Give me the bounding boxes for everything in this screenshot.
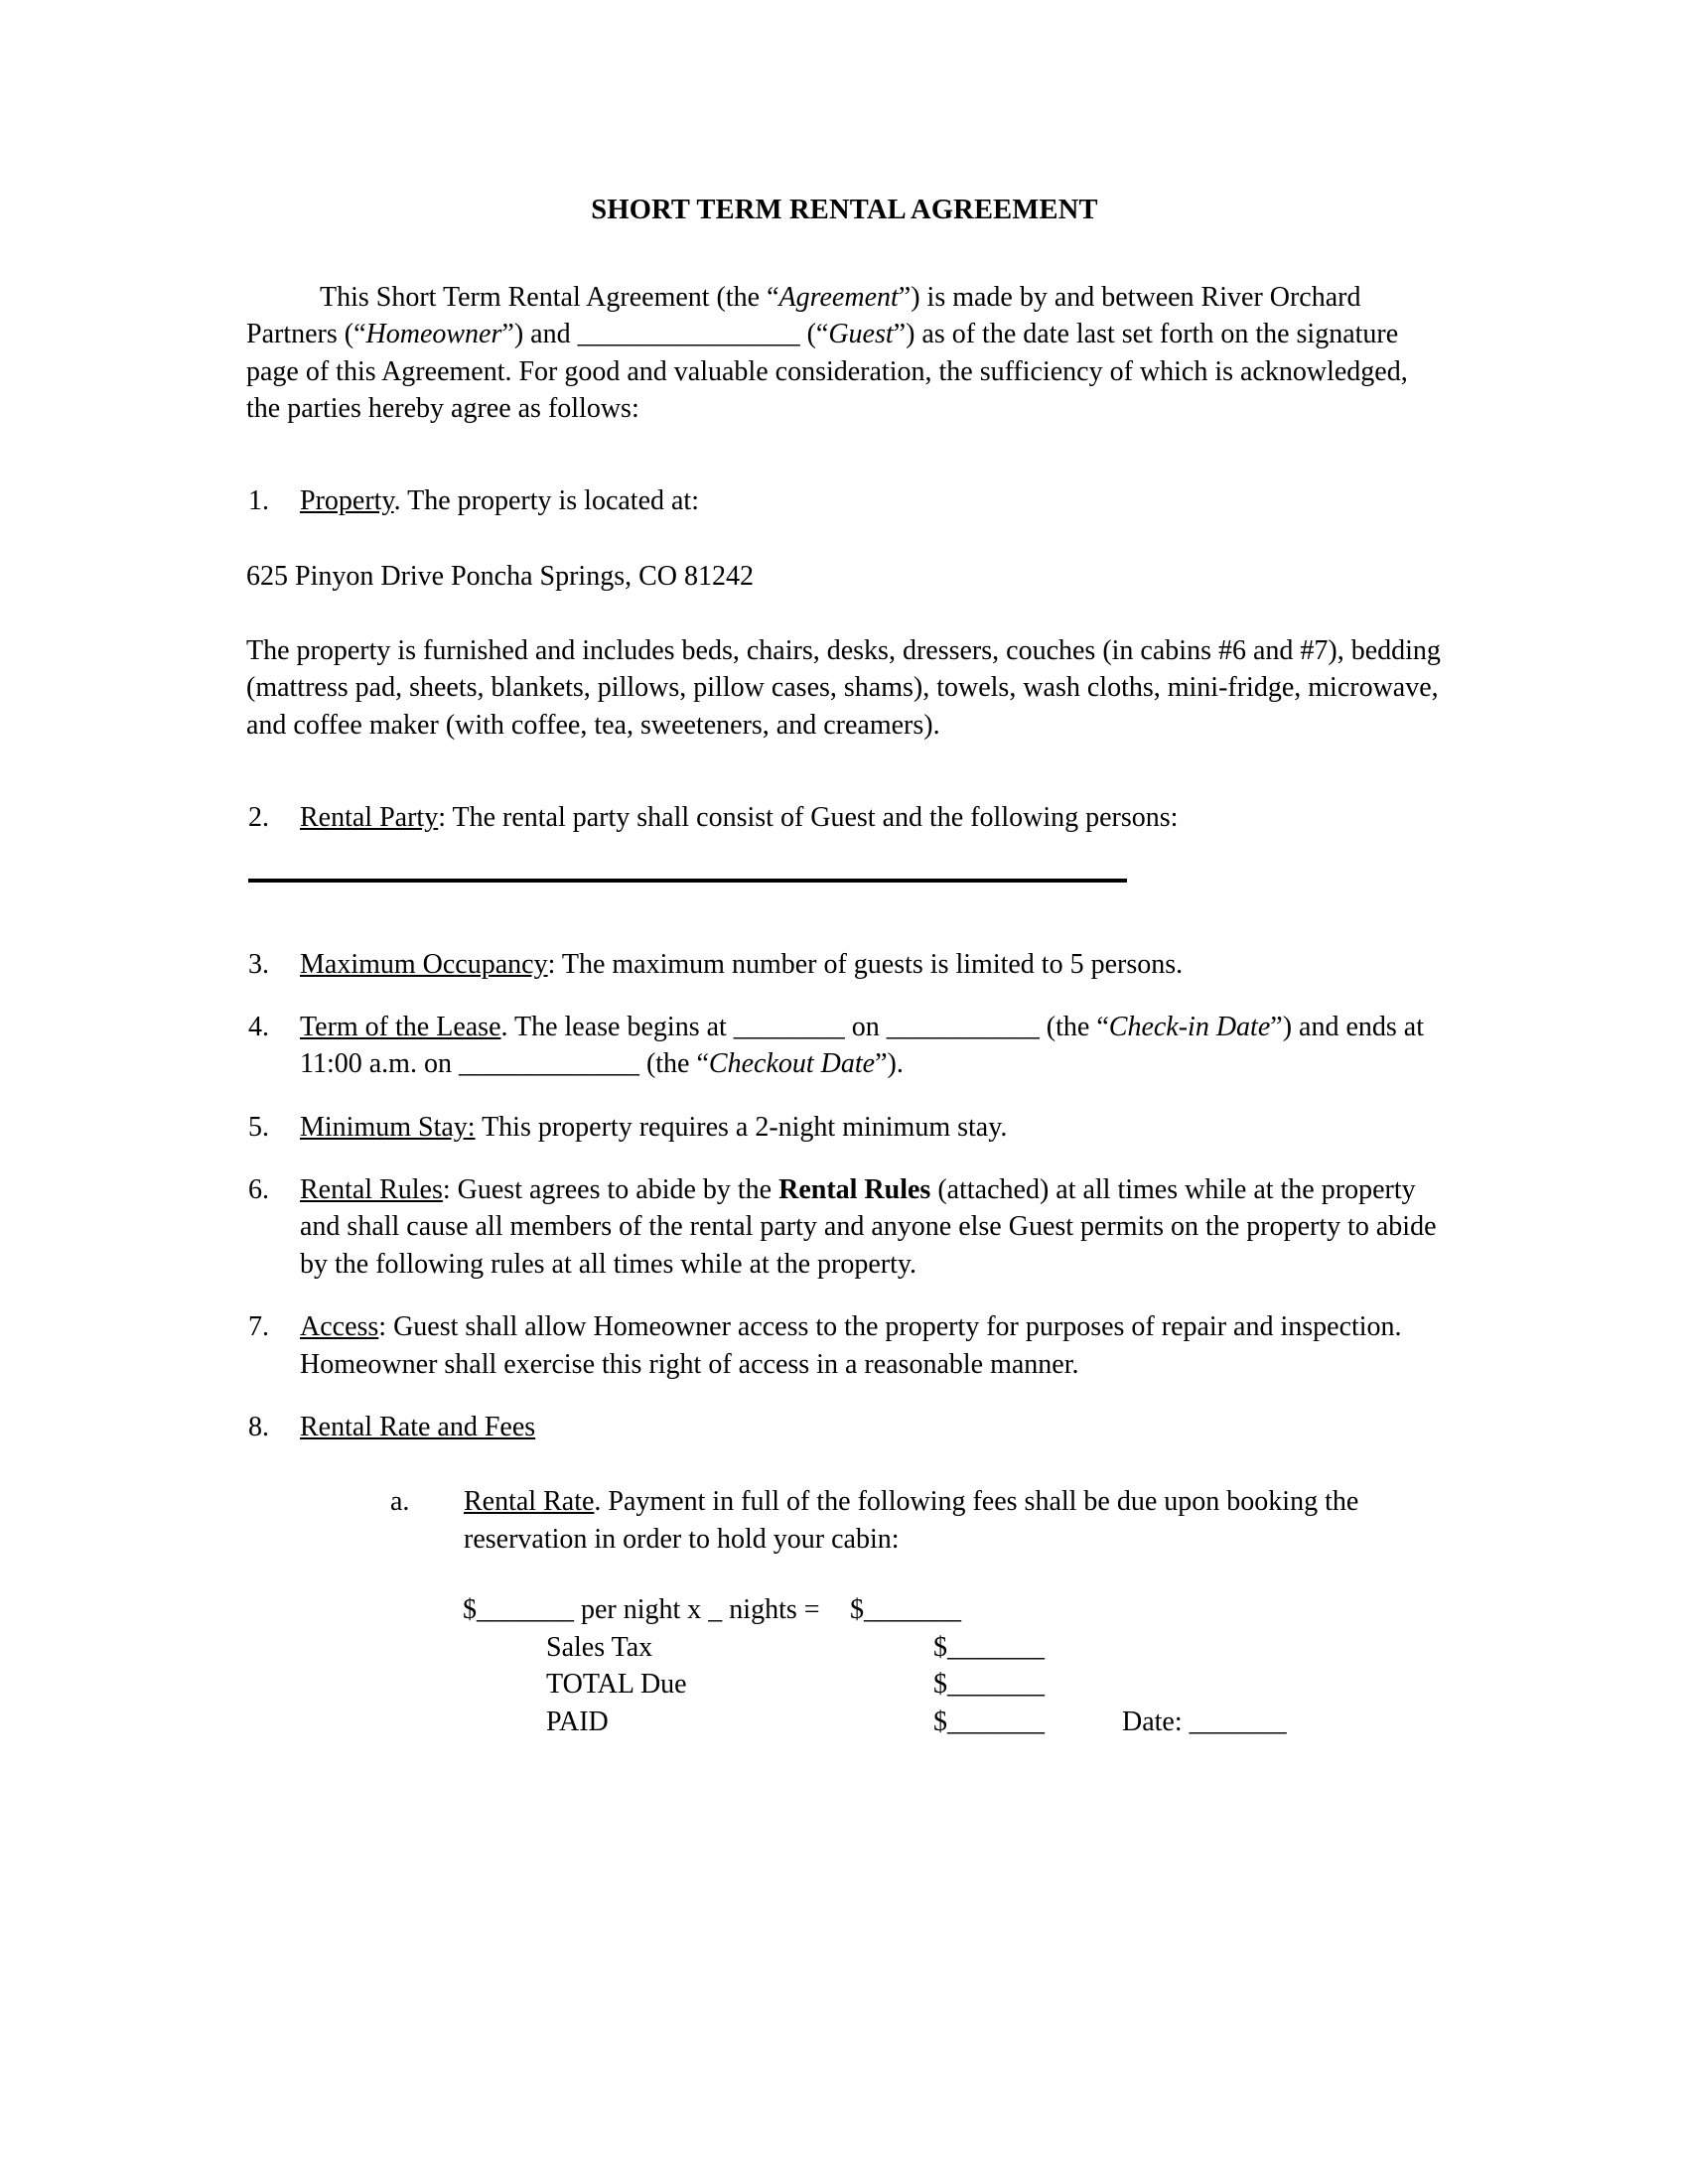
rental-rules-part1: : Guest agrees to abide by the	[442, 1174, 779, 1206]
section-marker-5: 5.	[248, 1111, 269, 1143]
term-of-lease-part3: ”).	[875, 1048, 904, 1080]
section-access	[246, 1308, 1443, 1383]
rental-rules-bold-term: Rental Rules	[778, 1174, 931, 1206]
intro-part1: This Short Term Rental Agreement (the “	[320, 281, 779, 313]
intro-part4: ”) as of the date last set forth on the signature page of this Agreement. For good and valuable consideration, the sufficiency of which is acknowledged, the parties hereby agree as follows:	[246, 319, 1408, 424]
term-homeowner: Homeowner	[365, 319, 502, 350]
section-text-access: : Guest shall allow Homeowner access to the property for purposes of repair and inspection. Homeowner shall exercise this right of access in a reasonable manner.	[300, 1311, 1402, 1380]
spacer	[246, 520, 1443, 558]
document-content	[246, 0, 1443, 1740]
rental-rules-part2: (attached) at all times while at the property and shall cause all members of the rental party and anyone else Guest permits on the property to abide by the following rules at all times while at the property.	[300, 1174, 1437, 1280]
property-furnishings: The property is furnished and includes beds, chairs, desks, dressers, couches (in cabins #6 and #7), bedding (mattress pad, sheets, blankets, pillows, pillow cases, shams), towels, wash cloths, mini-fridge, microwave, and coffee maker (with coffee, tea, sweeteners, and creamers).	[246, 635, 1441, 741]
spacer	[246, 595, 1443, 632]
section-rental-rate-and-fees	[246, 1409, 1443, 1445]
spacer	[246, 1083, 1443, 1109]
section-maximum-occupancy	[246, 946, 1443, 983]
section-property	[246, 482, 1443, 519]
section-heading-rental-rate-and-fees: Rental Rate and Fees	[300, 1411, 536, 1442]
intro-paragraph	[246, 227, 1443, 428]
spacer	[246, 983, 1443, 1009]
fee-label: Sales Tax	[546, 1631, 653, 1663]
section-heading-property: Property	[300, 485, 394, 517]
section-rental-party	[246, 799, 1443, 836]
section-term-of-lease	[246, 1009, 1443, 1083]
fee-amount[interactable]: $_______	[850, 1594, 961, 1626]
intro-part2: ”) is made by and between River Orchard Partners (“	[246, 281, 1361, 350]
fee-amount[interactable]: $_______	[933, 1669, 1045, 1701]
spacer	[246, 1445, 1443, 1483]
term-checkout-date: Checkout Date	[708, 1048, 876, 1080]
spacer	[246, 1146, 1443, 1171]
term-agreement: Agreement	[778, 281, 899, 313]
fee-label: $_______ per night x _ nights =	[463, 1594, 820, 1626]
section-marker-8: 8.	[248, 1411, 269, 1442]
term-of-lease-part1: . The lease begins at ________ on ___________ (the “	[500, 1011, 1109, 1042]
section-rental-rules	[246, 1171, 1443, 1283]
fee-table	[463, 1591, 1443, 1740]
spacer	[246, 744, 1443, 799]
fee-date[interactable]: Date: _______	[1122, 1706, 1287, 1737]
section-text-minimum-stay: This property requires a 2-night minimum stay.	[475, 1111, 1008, 1143]
fee-label: TOTAL Due	[546, 1669, 687, 1701]
section-marker-2: 2.	[248, 802, 269, 834]
subsection-heading-rental-rate: Rental Rate	[464, 1486, 595, 1518]
subsection-text-rental-rate: . Payment in full of the following fees shall be due upon booking the reservation in order to hold your cabin:	[464, 1486, 1359, 1555]
subsection-rental-rate	[390, 1483, 1443, 1558]
fee-label: PAID	[546, 1706, 609, 1737]
intro-part3: ”) and ________________ (“	[501, 319, 829, 350]
fee-row	[463, 1704, 1443, 1741]
term-of-lease-part2: ”) and ends at 11:00 a.m. on _____________ (the “	[300, 1011, 1424, 1080]
section-text-property: . The property is located at:	[393, 485, 699, 517]
fee-amount[interactable]: $_______	[933, 1706, 1045, 1737]
section-marker-4: 4.	[248, 1011, 269, 1042]
fee-row	[463, 1666, 1443, 1704]
fee-row	[463, 1629, 1443, 1667]
spacer	[246, 890, 1443, 946]
section-heading-rental-rules: Rental Rules	[300, 1174, 443, 1206]
section-heading-term-of-lease: Term of the Lease	[300, 1011, 501, 1042]
section-marker-3: 3.	[248, 948, 269, 980]
section-marker-6: 6.	[248, 1174, 269, 1206]
fee-amount[interactable]: $_______	[933, 1631, 1045, 1663]
rental-party-blank-line[interactable]	[248, 879, 1127, 883]
section-marker-1: 1.	[248, 485, 269, 517]
section-text-rental-party: : The rental party shall consist of Guest and the following persons:	[438, 802, 1179, 834]
section-heading-rental-party: Rental Party	[300, 802, 439, 834]
term-guest: Guest	[828, 319, 894, 350]
fee-row	[463, 1591, 1443, 1629]
property-address: 625 Pinyon Drive Poncha Springs, CO 81242	[246, 560, 754, 592]
spacer	[246, 1283, 1443, 1308]
section-heading-maximum-occupancy: Maximum Occupancy	[300, 948, 548, 980]
section-minimum-stay	[246, 1109, 1443, 1146]
page-title: SHORT TERM RENTAL AGREEMENT	[591, 195, 1098, 225]
section-heading-access: Access	[300, 1311, 379, 1343]
section-heading-minimum-stay: Minimum Stay:	[300, 1111, 476, 1143]
spacer	[246, 427, 1443, 482]
term-checkin-date: Check-in Date	[1108, 1011, 1271, 1042]
subsection-marker-a: a.	[390, 1486, 410, 1518]
section-text-maximum-occupancy: : The maximum number of guests is limited to 5 persons.	[547, 948, 1184, 980]
section-marker-7: 7.	[248, 1311, 269, 1343]
spacer	[246, 1383, 1443, 1409]
